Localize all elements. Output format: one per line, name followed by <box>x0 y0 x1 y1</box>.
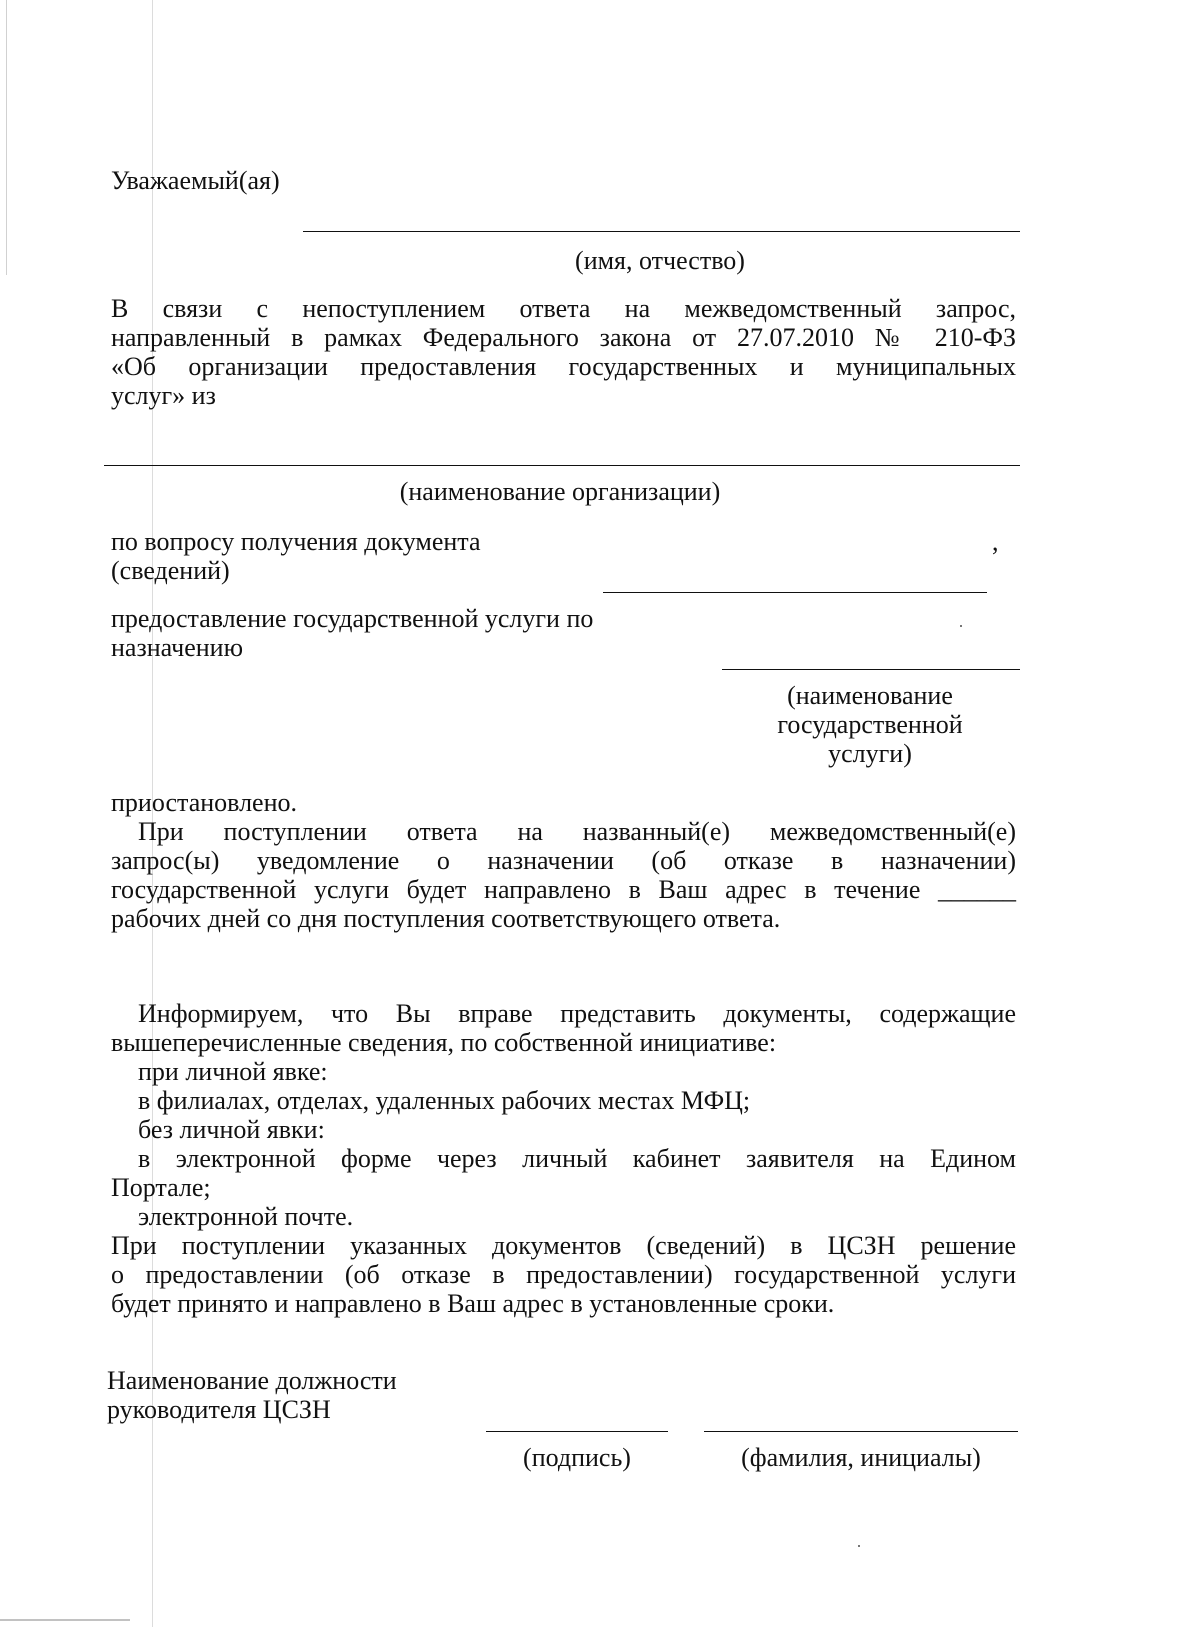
para4-line3: будет принято и направлено в Ваш адрес в установленные сроки. <box>111 1289 835 1318</box>
position-line1: Наименование должности <box>107 1366 397 1395</box>
surname-caption: (фамилия, инициалы) <box>741 1443 981 1472</box>
para4-line2: о предоставлении (об отказе в предоставлении) государственной услуги <box>111 1260 1016 1289</box>
list-personal: при личной явке: <box>138 1057 328 1086</box>
position-line2: руководителя ЦСЗН <box>107 1395 331 1424</box>
para2-line3: государственной услуги будет направлено в Ваш адрес в течение ______ <box>111 875 1016 904</box>
para1-line2: направленный в рамках Федерального закона от 27.07.2010 № 210-ФЗ <box>111 323 1016 352</box>
list-electronic-line2: Портале; <box>111 1173 211 1202</box>
para1-line4: услуг» из <box>111 381 216 410</box>
question-comma: , <box>992 527 999 556</box>
service-line <box>722 669 1020 670</box>
salutation: Уважаемый(ая) <box>111 166 280 195</box>
service-caption-1: (наименование <box>787 681 953 710</box>
question-line1: по вопросу получения документа <box>111 527 481 556</box>
suspended-text: приостановлено. <box>111 788 298 817</box>
question-line2: (сведений) <box>111 556 230 585</box>
service-caption-2: государственной <box>777 710 963 739</box>
scan-speck <box>858 1545 860 1547</box>
list-no-personal: без личной явки: <box>138 1115 325 1144</box>
surname-line <box>704 1431 1018 1432</box>
list-electronic-line1: в электронной форме через личный кабинет заявителя на Едином <box>138 1144 1016 1173</box>
para3-line2: вышеперечисленные сведения, по собственной инициативе: <box>111 1028 777 1057</box>
document-line <box>603 592 987 593</box>
scan-bottom-edge <box>0 1619 130 1621</box>
para1-line1: В связи с непоступлением ответа на межведомственный запрос, <box>111 294 1016 323</box>
para3-line1: Информируем, что Вы вправе представить документы, содержащие <box>138 999 1016 1028</box>
signature-caption: (подпись) <box>523 1443 631 1472</box>
para2-line4: рабочих дней со дня поступления соответствующего ответа. <box>111 904 781 933</box>
para2-line1: При поступлении ответа на названный(е) межведомственный(е) <box>138 817 1016 846</box>
para4-line1: При поступлении указанных документов (сведений) в ЦСЗН решение <box>111 1231 1016 1260</box>
list-email: электронной почте. <box>138 1202 354 1231</box>
organization-line <box>104 465 1020 466</box>
list-branches: в филиалах, отделах, удаленных рабочих местах МФЦ; <box>138 1086 751 1115</box>
signature-line <box>486 1431 668 1432</box>
name-caption: (имя, отчество) <box>575 246 745 275</box>
scan-speck <box>960 625 962 627</box>
para1-line3: «Об организации предоставления государственных и муниципальных <box>111 352 1016 381</box>
service-line2: назначению <box>111 633 244 662</box>
service-line1: предоставление государственной услуги по <box>111 604 594 633</box>
organization-caption: (наименование организации) <box>399 477 721 506</box>
name-line <box>303 231 1020 232</box>
service-caption-3: услуги) <box>828 739 912 768</box>
para2-line2: запрос(ы) уведомление о назначении (об отказе в назначении) <box>111 846 1016 875</box>
scan-left-edge <box>6 0 7 275</box>
